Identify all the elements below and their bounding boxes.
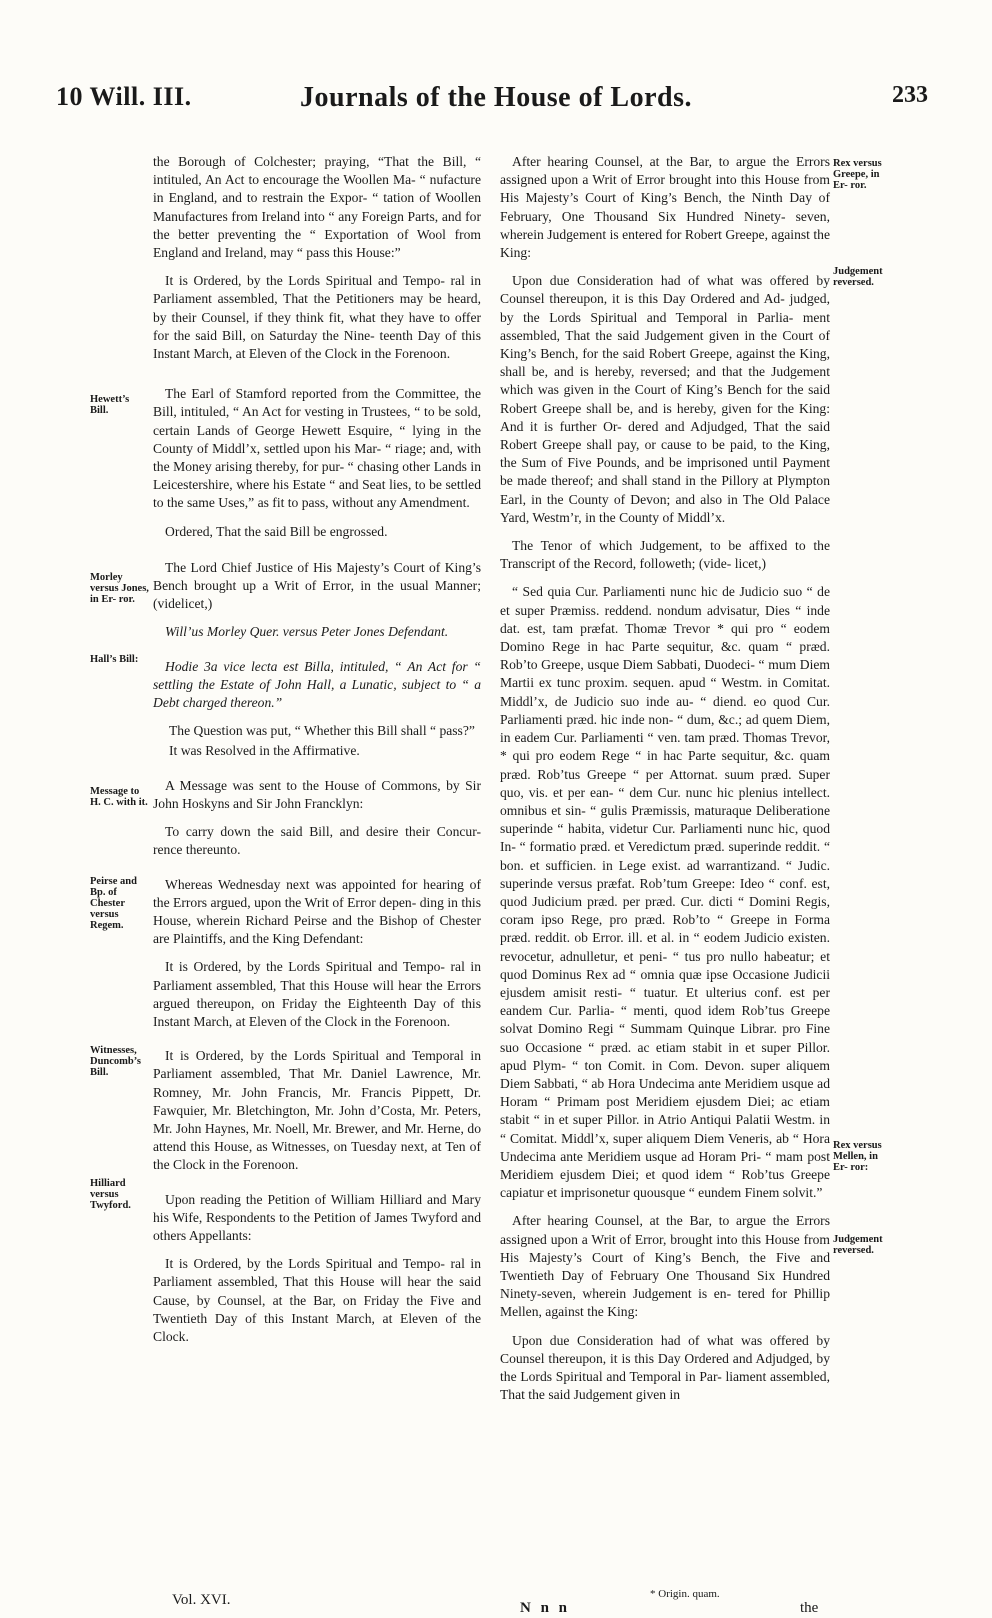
margin-note-judgement-1: Judgement reversed. bbox=[833, 266, 883, 288]
paragraph: It is Ordered, by the Lords Spiritual and Tempo- ral in Parliament assembled, That this House will hear the Errors argued thereupon, on Friday the Eighteenth Day of this Instant March, at Eleven of the Clock in the Forenoon. bbox=[153, 959, 481, 1029]
paragraph: Hodie 3a vice lecta est Billa, intituled, “ An Act for “ settling the Estate of John Hall, a Lunatic, subject to “ a Debt charged thereon.” bbox=[153, 658, 481, 711]
margin-note-rex-greepe: Rex versus Greepe, in Er- ror. bbox=[833, 158, 882, 191]
paragraph: Upon due Consideration had of what was offered by Counsel thereupon, it is this Day Ordered and Adjudged, by the Lords Spiritual and Temporal in Par- liament assembled, That the said Judgement given in bbox=[500, 1332, 830, 1403]
paragraph: Whereas Wednesday next was appointed for hearing of the Errors argued, upon the Writ of Error depen- ding in this House, wherein Richard Peirse and the Bishop of Chester are Plaintiffs, and the King Defendant: bbox=[153, 876, 481, 947]
margin-note-morley: Morley versus Jones, in Er- ror. bbox=[90, 572, 149, 605]
paragraph: Will’us Morley Quer. versus Peter Jones Defendant. bbox=[165, 624, 449, 640]
margin-note-message: Message to H. C. with it. bbox=[90, 786, 148, 808]
paragraph: It is Ordered, by the Lords Spiritual and Tempo- ral in Parliament assembled, That the Petitioners may be heard, by their Counsel, if they think fit, what they have to offer for the said Bill, on Saturday the Nine- teenth Day of this Instant March, at Eleven of the Clock in the Forenoon. bbox=[153, 273, 481, 362]
margin-note-witnesses: Witnesses, Duncomb’s Bill. bbox=[90, 1045, 141, 1078]
footnote: * Origin. quam. bbox=[650, 1588, 720, 1600]
paragraph: Ordered, That the said Bill be engrossed. bbox=[165, 523, 388, 539]
signature-mark: N n n bbox=[520, 1600, 571, 1616]
page-title: Journals of the House of Lords. bbox=[300, 82, 692, 113]
paragraph: The Earl of Stamford reported from the Committee, the Bill, intituled, “ An Act for vesting in Trustees, “ to be sold, certain Lands of George Hewett Esquire, “ lying in the County of Middl’x, settled upon his Mar- “ riage; and, with the Money arising thereby, for pur- “ chasing other Lands in Leicestershire, where his Estate “ and Seat lies, to be settled to the same Uses,” as fit to pass, without any Amendment. bbox=[153, 386, 481, 511]
latin-judgement: “ Sed quia Cur. Parliamenti nunc hic de Judicio suo “ de et super Præmiss. reddend. nondum advisatur, Dies “ inde dat. est, tam præfat. Thomæ Trevor * qui pro “ eodem Domino Rege in hac Parte sequitur, &c. quam “ præd. Rob’to Greepe, usque Diem Sabbati, Duodeci- “ mum Diem Martii ex tunc proxim. sequen. apud “ Westm. in Comitat. Middl’x, de Judicio suo inde au- “ diend. eo quod Cur. Parliamenti præd. hic inde non- “ dum, &c.; ad quem Diem, in eadem Cur. Parliamenti “ ven. tam præd. Thomas Trevor, * qui pro eodem Rege “ in hac Parte sequitur, &c. quam præd. Rob’tus Greepe “ per Attornat. suum præd. Super quo, vis. et per ean- “ dem Cur. nunc hic plenius intellect. omnibus et sin- “ gulis Præmissis, maturaque Deliberatione superinde “ habita, videtur Cur. Parliamenti nunc hic, quod In- “ formatio præd. et Veredictum præd. superinde reddit. “ bon. et sufficien. in Lege exist. ad warrantizand. “ Judic. superinde versus præfat. Rob’tum Greepe: Ideo “ conf. est, quod Judicium præd. per præd. Cur. dicti “ Domini Regis, coram ipso Rege, pro præd. Rob’to “ Greepe in Forma præd. reddit. ob Error. ill. et al. in “ eodem Judicio existen. revocetur, adnulletur, et peni- “ tus pro nullo habeatur; et quod Dominus Rex ad “ omnia quæ ipse Occasione Judicii ejusdem amisit resti- “ tuatur. Et ulterius conf. est per eandem Cur. Parlia- “ menti, quod idem Rob’tus Greepe solvat Domino Regi “ Summam Quinque Librar. pro Fine suo Occasione “ præd. ac etiam stabit in et super Pillor. apud Plym- “ ton Comit. in Com. Devon. super aliquem Diem Sabbati, “ ab Hora Undecima ante Meridiem usque ad Horam “ Primam post Meridiem ejusdem Diei; ac etiam stabit “ in et super Pillor. in Atrio Antiqui Palatii Westm. in “ Comitat. Middl’x, super aliquem Diem Veneris, ab “ Hora Undecima ante Meridiem usque ad Horam Pri- “ mam post Meridiem ejusdem Diei; et quod idem “ Rob’tus Greepe capiatur et imprisonetur quousque “ eundem Finem solvit.” bbox=[500, 584, 830, 1201]
paragraph: Upon due Consideration had of what was offered by Counsel thereupon, it is this Day Ordered and Ad- judged, by the Lords Spiritual and Temporal in Parlia- ment assembled, That the said Judgement given in the Court of King’s Bench, for the said Robert Greepe, against the King, shall be, and is hereby, reversed; and that the Judgement which was given in the Court of King’s Bench for the said Robert Greepe shall be, and is hereby, given for the King: And it is further Or- dered and Adjudged, That the said Robert Greepe shall pay, or cause to be paid, to the King, the Sum of Five Pounds, and be imprisoned until Payment be made thereof; and shall stand in the Pillory at Plympton Earl, in the County of Devon; and also in The Old Palace Yard, Westm’r, in the County of Middl’x. bbox=[500, 273, 830, 525]
paragraph: After hearing Counsel, at the Bar, to argue the Errors assigned upon a Writ of Error brought into this House from His Majesty’s Court of King’s Bench, the Ninth Day of February, One Thousand Six Hundred Ninety- seven, wherein Judgement is entered for Robert Greepe, against the King: bbox=[500, 154, 830, 261]
paragraph: To carry down the said Bill, and desire their Concur- rence thereunto. bbox=[153, 824, 481, 858]
paragraph: the Borough of Colchester; praying, “That the Bill, “ intituled, An Act to encourage the Woollen Ma- “ nufacture in England, and to restrain the Expor- “ tation of Woollen Manufactures from Ireland into “ any Foreign Parts, and for the better preventing the “ Exportation of Wool from England and Ireland, may “ pass this House:” bbox=[153, 154, 481, 261]
right-column bbox=[500, 153, 830, 1414]
paragraph: It is Ordered, by the Lords Spiritual and Tempo- ral in Parliament assembled, That this House will hear the said Cause, by Counsel, at the Bar, on Friday the Five and Twentieth Day of this Instant March, at Eleven of the Clock. bbox=[153, 1256, 481, 1344]
margin-note-peirse: Peirse and Bp. of Chester versus Regem. bbox=[90, 876, 137, 931]
paragraph: A Message was sent to the House of Commons, by Sir John Hoskyns and Sir John Francklyn: bbox=[153, 777, 481, 811]
margin-note-hilliard: Hilliard versus Twyford. bbox=[90, 1178, 131, 1211]
paragraph: It is Ordered, by the Lords Spiritual and Temporal in Parliament assembled, That Mr. Daniel Lawrence, Mr. Romney, Mr. John Francis, Mr. Francis Pippett, Dr. Fawquier, Mr. Bletchington, Mr. John d’Costa, Mr. Peters, Mr. John Haynes, Mr. Noell, Mr. Brewer, and Mr. Herne, do attend this House, as Witnesses, on Tuesday next, at Ten of the Clock in the Forenoon. bbox=[153, 1048, 481, 1173]
page-header bbox=[56, 78, 936, 124]
paragraph: The Lord Chief Justice of His Majesty’s Court of King’s Bench brought up a Writ of Error, in the usual Manner; (videlicet,) bbox=[153, 559, 481, 612]
paragraph: The Tenor of which Judgement, to be affixed to the Transcript of the Record, followeth; (vide- licet,) bbox=[500, 538, 830, 572]
paragraph: The Question was put, “ Whether this Bill shall “ pass?” bbox=[169, 723, 475, 739]
margin-note-judgement-2: Judgement reversed. bbox=[833, 1234, 883, 1256]
paragraph: Upon reading the Petition of William Hilliard and Mary his Wife, Respondents to the Petition of James Twyford and others Appellants: bbox=[153, 1191, 481, 1243]
volume-label: Vol. XVI. bbox=[172, 1592, 231, 1608]
margin-note-hewett: Hewett’s Bill. bbox=[90, 394, 130, 416]
regnal-year: 10 Will. III. bbox=[56, 82, 192, 111]
page-number: 233 bbox=[892, 82, 928, 108]
paragraph: After hearing Counsel, at the Bar, to argue the Errors assigned upon a Writ of Error, brought into this House from His Majesty’s Court of King’s Bench, the Five and Twentieth Day of February One Thousand Six Hundred Ninety-seven, wherein Judgement is en- tered for Phillip Mellen, against the King: bbox=[500, 1213, 830, 1320]
margin-note-hall: Hall’s Bill: bbox=[90, 654, 139, 665]
catchword: the bbox=[800, 1600, 819, 1616]
left-column bbox=[153, 153, 481, 1356]
margin-note-rex-mellen: Rex versus Mellen, in Er- ror: bbox=[833, 1140, 882, 1173]
paragraph: It was Resolved in the Affirmative. bbox=[169, 743, 360, 759]
